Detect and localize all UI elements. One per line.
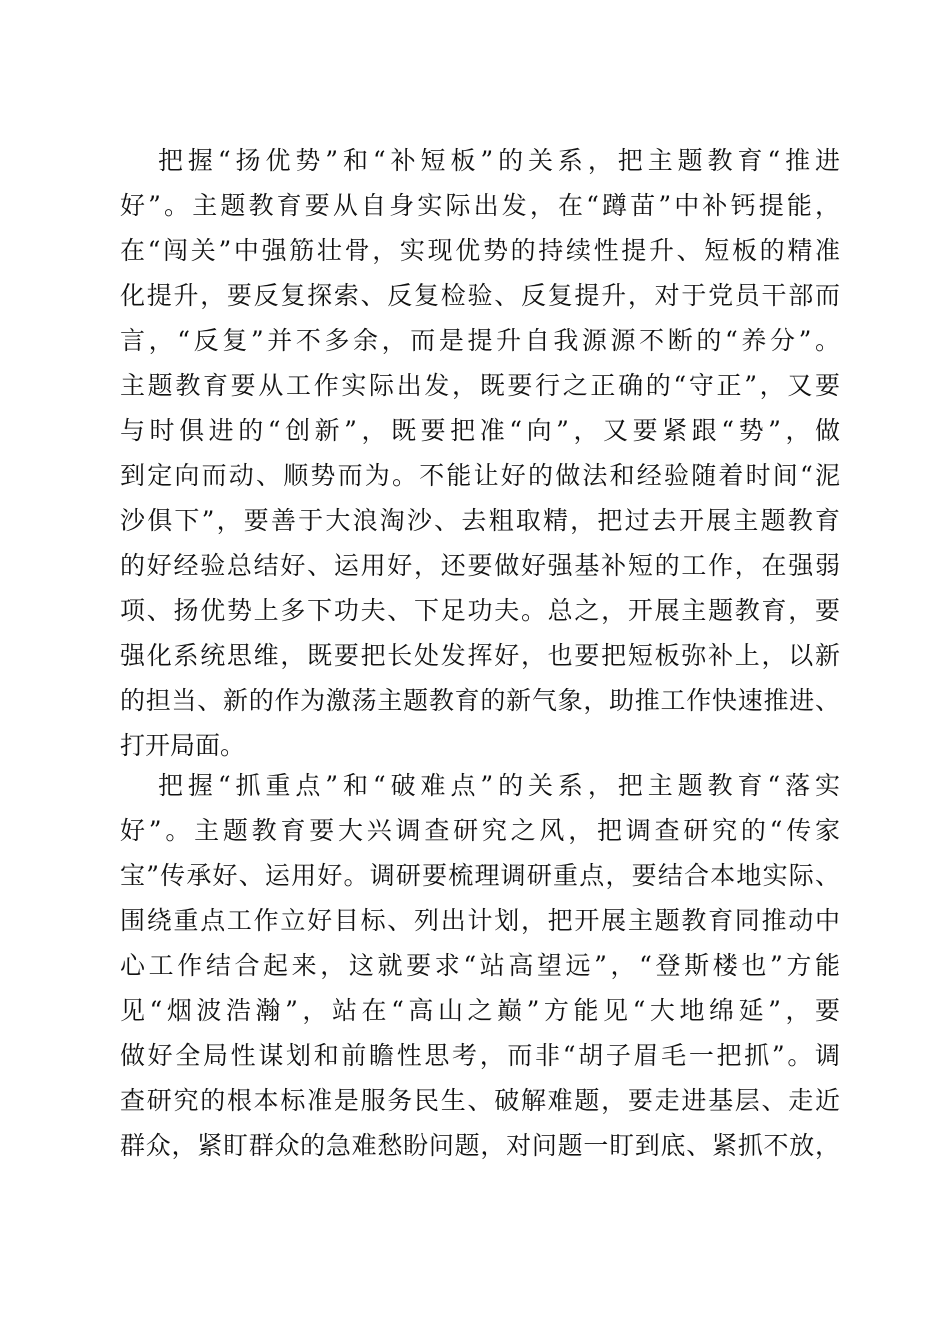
text-line: 好”。主题教育要从自身实际出发，在“蹲苗”中补钙提能， bbox=[120, 191, 840, 220]
text-line: 宝”传承好、运用好。调研要梳理调研重点，要结合本地实际、 bbox=[120, 861, 840, 890]
text-line: 言，“反复”并不多余，而是提升自我源源不断的“养分”。 bbox=[120, 326, 840, 355]
paragraph-2 bbox=[120, 763, 840, 1168]
text-line: 做好全局性谋划和前瞻性思考，而非“胡子眉毛一把抓”。调 bbox=[120, 1041, 840, 1070]
text-line: 在“闯关”中强筋壮骨，实现优势的持续性提升、短板的精准 bbox=[120, 236, 840, 265]
text-line: 心工作结合起来，这就要求“站高望远”，“登斯楼也”方能 bbox=[120, 951, 840, 980]
text-line: 主题教育要从工作实际出发，既要行之正确的“守正”，又要 bbox=[120, 371, 840, 400]
text-line: 把握“扬优势”和“补短板”的关系，把主题教育“推进 bbox=[158, 146, 840, 175]
text-line: 群众，紧盯群众的急难愁盼问题，对问题一盯到底、紧抓不放， bbox=[120, 1131, 840, 1160]
text-line: 化提升，要反复探索、反复检验、反复提升，对于党员干部而 bbox=[120, 281, 840, 310]
text-line: 的担当、新的作为激荡主题教育的新气象，助推工作快速推进、 bbox=[120, 686, 840, 715]
text-line: 的好经验总结好、运用好，还要做好强基补短的工作，在强弱 bbox=[120, 551, 840, 580]
text-line: 好”。主题教育要大兴调查研究之风，把调查研究的“传家 bbox=[120, 816, 840, 845]
text-line: 沙俱下”，要善于大浪淘沙、去粗取精，把过去开展主题教育 bbox=[120, 506, 840, 535]
text-line: 把握“抓重点”和“破难点”的关系，把主题教育“落实 bbox=[158, 771, 840, 800]
text-line: 围绕重点工作立好目标、列出计划，把开展主题教育同推动中 bbox=[120, 906, 840, 935]
text-line: 见“烟波浩瀚”，站在“高山之巅”方能见“大地绵延”，要 bbox=[120, 996, 840, 1025]
text-line: 打开局面。 bbox=[120, 731, 246, 760]
paragraph-1 bbox=[120, 138, 840, 768]
text-line: 项、扬优势上多下功夫、下足功夫。总之，开展主题教育，要 bbox=[120, 596, 840, 625]
text-line: 强化系统思维，既要把长处发挥好，也要把短板弥补上，以新 bbox=[120, 641, 840, 670]
text-line: 与时俱进的“创新”，既要把准“向”，又要紧跟“势”，做 bbox=[120, 416, 840, 445]
text-line: 查研究的根本标准是服务民生、破解难题，要走进基层、走近 bbox=[120, 1086, 840, 1115]
text-line: 到定向而动、顺势而为。不能让好的做法和经验随着时间“泥 bbox=[120, 461, 840, 490]
